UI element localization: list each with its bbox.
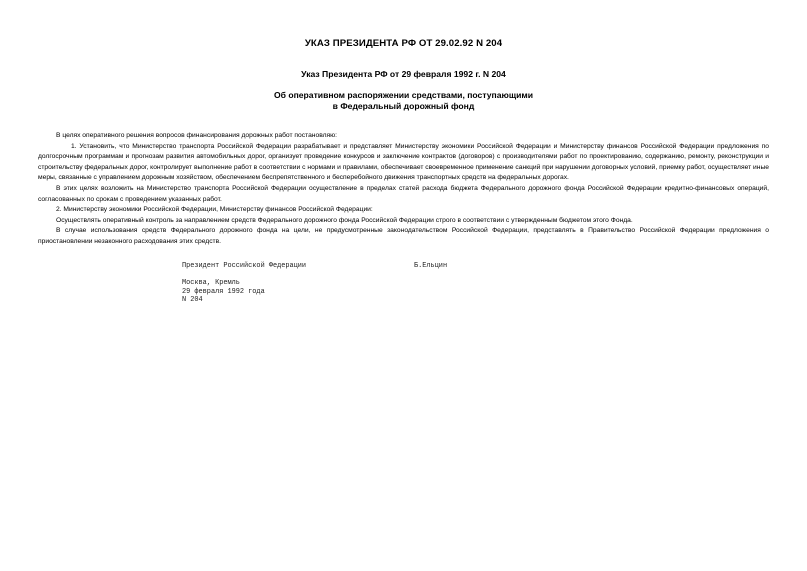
signature-block (182, 262, 582, 305)
paragraph-item-1: 1. Установить, что Министерство транспорта Российской Федерации разрабатывает и представляет Министерству экономики Российской Федерации и Министерству финансов Российской Федерации предложения по долгосрочным программам и прогнозам развития автомобильных дорог, организует проведение конкурсов и заключение контрактов (договоров) с производителями работ по проектированию, содержанию, ремонту, реконструкции и строительству федеральных дорог, контролирует выполнение работ в соответствии с нормами и правилами, обеспечивает своевременное применение санкций при нарушении договорных условий, приемку работ, осуществляет иные меры, связанные с управлением дорожным хозяйством, обеспечением беспрепятственного и бесперебойного движения транспортных средств на федеральных дорогах. (38, 142, 769, 182)
paragraph-preamble: В целях оперативного решения вопросов финансирования дорожных работ постановляю: (56, 132, 338, 139)
signature-place: Москва, Кремль (182, 279, 240, 288)
document-subtitle-line-2: в Федеральный дорожный фонд (332, 100, 475, 111)
document-body (38, 131, 769, 248)
paragraph-item-2: 2. Министерству экономики Российской Федерации, Министерству финансов Российской Федерации: (56, 206, 373, 214)
document-heading: Указ Президента РФ от 29 февраля 1992 г. N 204 (301, 69, 506, 79)
paragraph-item-1-continued: В этих целях возложить на Министерство транспорта Российской Федерации осуществление в пределах статей расхода бюджета Федерального дорожного фонда Российской Федерации кредитно-финансовых операций, согласованных по срокам с проведением указанных работ. (38, 184, 769, 203)
page-title: УКАЗ ПРЕЗИДЕНТА РФ ОТ 29.02.92 N 204 (304, 38, 503, 49)
signature-date: 29 февраля 1992 года (182, 287, 265, 296)
signature-row (182, 262, 582, 271)
document-subtitle (0, 90, 807, 111)
signatory-name: Б.Ельцин (414, 262, 448, 270)
signatory-position: Президент Российской Федерации (182, 262, 307, 270)
signature-number: N 204 (182, 296, 203, 305)
document-subtitle-line-1: Об оперативном распоряжении средствами, поступающими (273, 90, 534, 100)
paragraph-control: Осуществлять оперативный контроль за направлением средств Федерального дорожного фонда Российской Федерации строго в соответствии с утвержденным бюджетом этого Фонда. (56, 216, 633, 224)
paragraph-misuse: В случае использования средств Федерального дорожного фонда на цели, не предусмотренные законодательством Российской Федерации, представлять в Правительство Российской Федерации предложения о приостановлении незаконного расходования этих средств. (38, 227, 769, 245)
